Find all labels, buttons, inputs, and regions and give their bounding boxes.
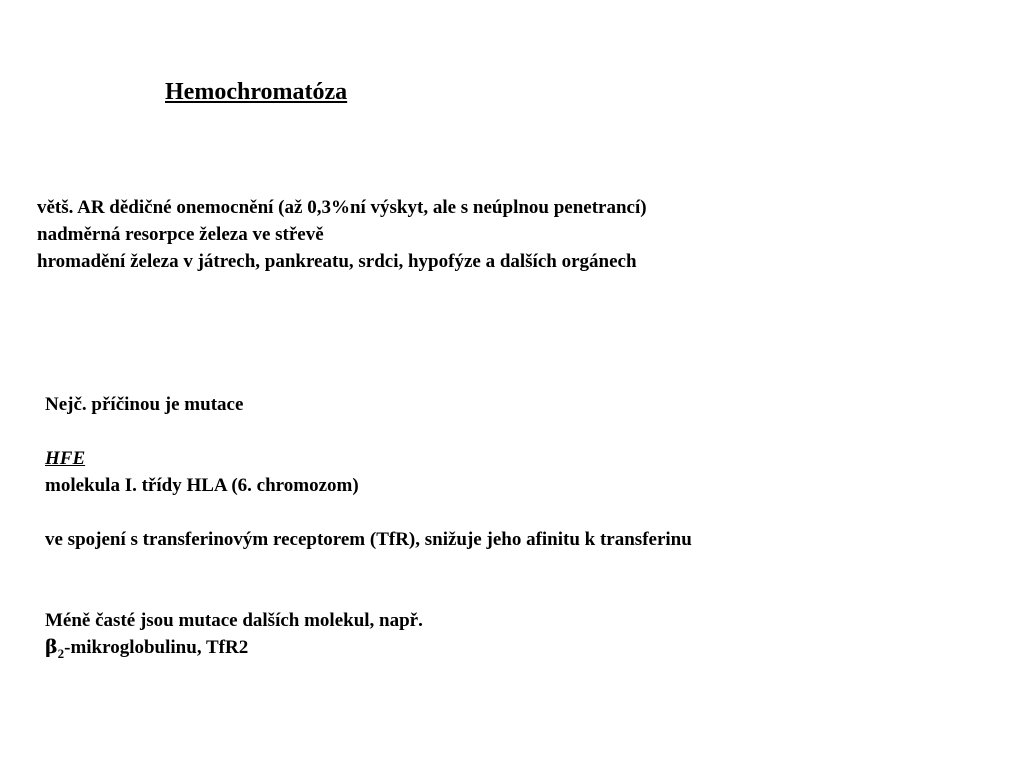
other-mutations-list — [45, 634, 692, 661]
gene-description: molekula I. třídy HLA (6. chromozom) — [45, 475, 359, 496]
intro-line-accumulation: hromadění železa v játrech, pankreatu, srdci, hypofýze a dalších orgánech — [37, 251, 637, 272]
other-mutations-rest: -mikroglobulinu, TfR2 — [64, 637, 249, 658]
intro-line-resorption: nadměrná resorpce železa ve střevě — [37, 224, 324, 245]
spacer — [45, 580, 692, 607]
other-mutations-lead: Méně časté jsou mutace dalších molekul, např. — [45, 610, 423, 631]
gene-effect: ve spojení s transferinovým receptorem (TfR), snižuje jeho afinitu k transferinu — [45, 529, 692, 550]
beta-subscript: 2 — [57, 646, 65, 661]
causes-lead: Nejč. příčinou je mutace — [45, 394, 244, 415]
causes-block — [45, 391, 692, 661]
intro-line-inheritance: větš. AR dědičné onemocnění (až 0,3%ní výskyt, ale s neúplnou penetrancí) — [37, 197, 647, 218]
beta-symbol: β — [45, 636, 58, 658]
gene-name-text: HFE — [45, 448, 86, 469]
gene-name — [45, 445, 692, 472]
spacer — [45, 418, 692, 445]
intro-block — [37, 194, 647, 275]
spacer — [45, 499, 692, 526]
slide-title: Hemochromatóza — [165, 79, 348, 105]
spacer — [45, 553, 692, 580]
